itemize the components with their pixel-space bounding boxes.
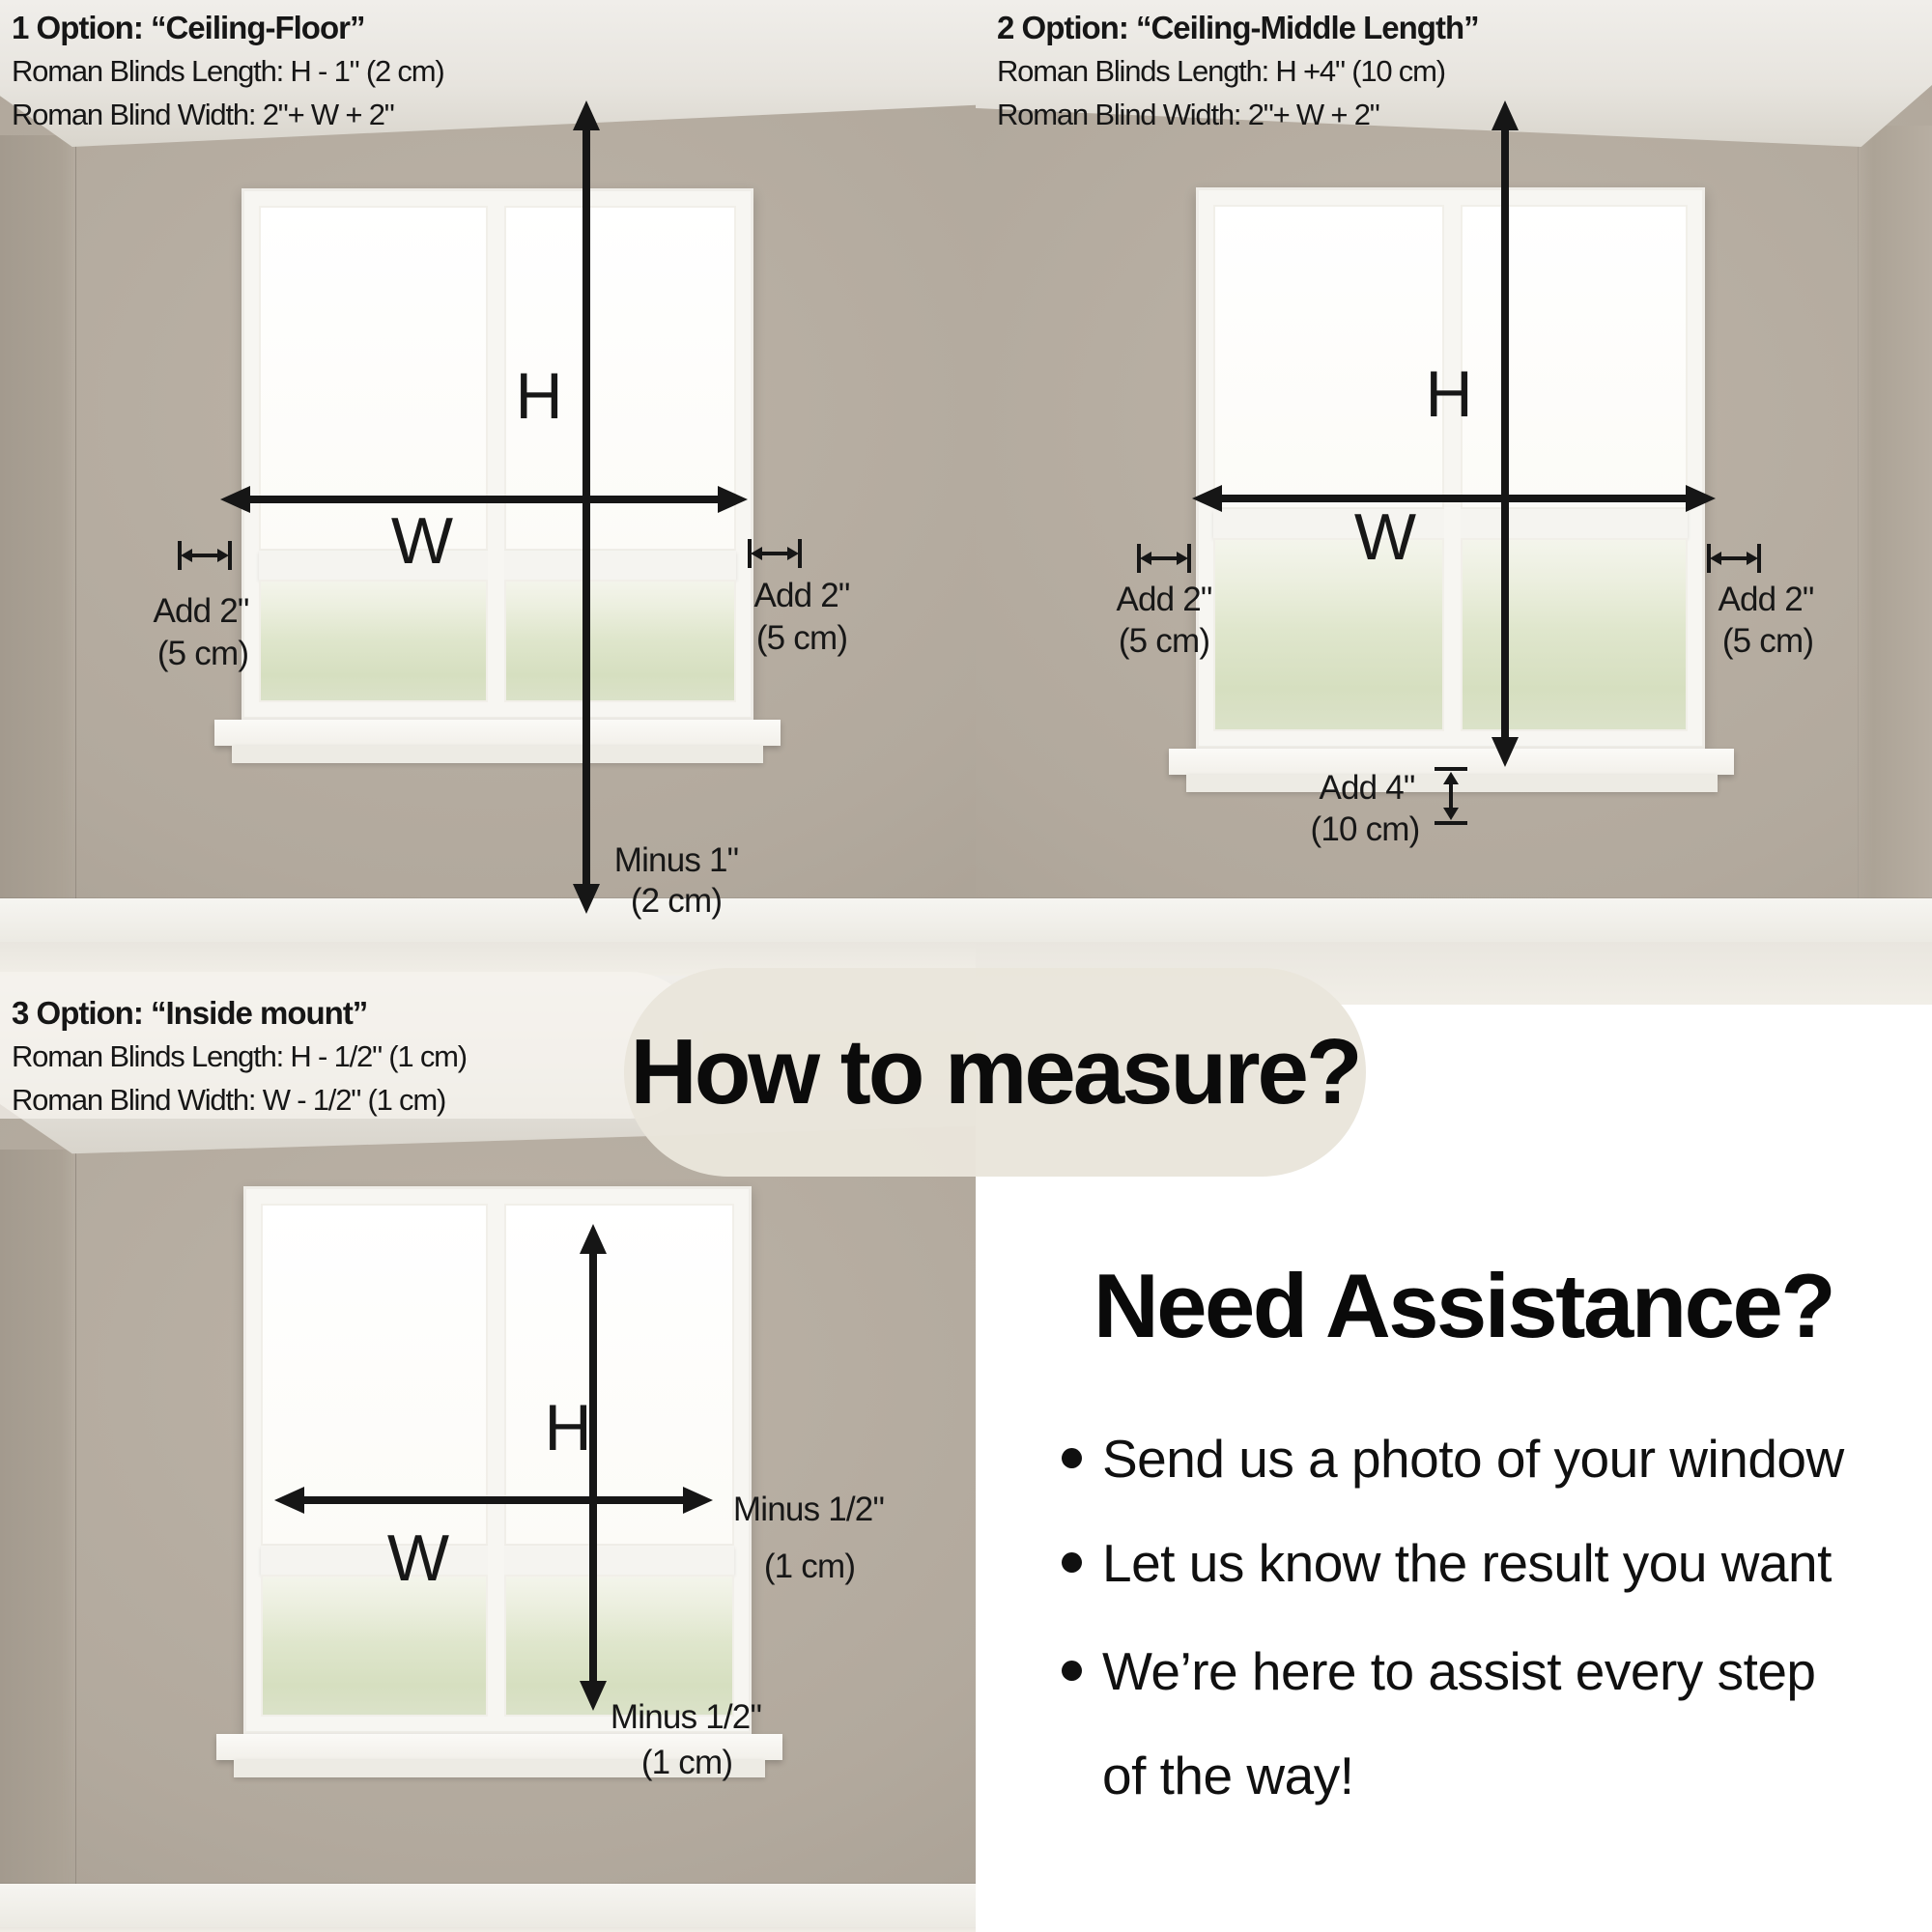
list-item-continuation	[1102, 1747, 1353, 1804]
bullet1-text: Send us a photo of your window	[1102, 1429, 1844, 1489]
right-note-metric: (1 cm)	[763, 1548, 856, 1585]
window-sill	[214, 720, 781, 746]
window-apron	[1186, 775, 1718, 792]
window-panes	[1213, 205, 1688, 731]
height-label: H	[515, 359, 563, 433]
baseboard	[0, 1884, 976, 1927]
option3-heading: 3 Option: “Inside mount”	[12, 995, 368, 1031]
wall-corner	[0, 1150, 76, 1932]
bottom-note-label: Minus 1"	[613, 841, 739, 879]
left-add-label: Add 2"	[153, 592, 249, 630]
option1-diagram	[0, 0, 976, 976]
left-add-metric: (5 cm)	[156, 635, 249, 672]
option3-length-formula: Roman Blinds Length: H - 1/2" (1 cm)	[12, 1039, 467, 1073]
window-sill	[1169, 749, 1734, 775]
right-add-label: Add 2"	[1718, 581, 1814, 618]
wall-corner	[0, 135, 76, 976]
window-apron	[232, 746, 763, 763]
bullet3-text: We’re here to assist every step	[1102, 1641, 1816, 1701]
right-add-metric: (5 cm)	[1721, 622, 1814, 660]
bullet-icon	[1062, 1661, 1082, 1681]
right-add-label: Add 2"	[753, 577, 850, 614]
option1-length-formula: Roman Blinds Length: H - 1" (2 cm)	[12, 54, 444, 88]
right-note-label: Minus 1/2"	[732, 1491, 885, 1528]
bottom-note-metric: (10 cm)	[1310, 810, 1420, 848]
right-add-metric: (5 cm)	[755, 619, 848, 657]
bottom-note-label: Minus 1/2"	[610, 1698, 762, 1736]
window	[243, 1186, 752, 1734]
bottom-note-metric: (2 cm)	[630, 882, 723, 920]
width-label: W	[386, 1521, 450, 1595]
list-item	[1102, 1430, 1844, 1488]
bullet2-text: Let us know the result you want	[1102, 1533, 1832, 1593]
list-item	[1102, 1642, 1816, 1700]
floor	[0, 1927, 976, 1932]
left-add-label: Add 2"	[1116, 581, 1212, 618]
title-pill	[624, 968, 1366, 1177]
option3-width-formula: Roman Blind Width: W - 1/2" (1 cm)	[12, 1083, 446, 1117]
baseboard	[0, 898, 976, 942]
bullet-icon	[1062, 1448, 1082, 1468]
left-add-metric: (5 cm)	[1118, 622, 1210, 660]
width-label: W	[390, 504, 454, 578]
wall-corner	[1858, 126, 1932, 1005]
window-panes	[261, 1204, 734, 1717]
baseboard	[976, 898, 1932, 942]
page-title: How to measure?	[630, 1020, 1360, 1123]
width-label: W	[1353, 500, 1417, 574]
bullet-icon	[1062, 1552, 1082, 1573]
window	[242, 188, 753, 720]
bottom-note-metric: (1 cm)	[640, 1744, 733, 1781]
bullet3-cont-text: of the way!	[1102, 1746, 1354, 1805]
option2-caption	[997, 6, 1479, 136]
option2-length-formula: Roman Blinds Length: H +4" (10 cm)	[997, 54, 1445, 88]
assistance-heading: Need Assistance?	[1093, 1255, 1834, 1356]
option2-heading: 2 Option: “Ceiling-Middle Length”	[997, 10, 1479, 45]
height-label: H	[544, 1391, 592, 1464]
window-panes	[259, 206, 736, 702]
option1-heading: 1 Option: “Ceiling-Floor”	[12, 10, 365, 45]
option3-caption	[12, 991, 467, 1122]
option1-caption	[12, 6, 443, 136]
window	[1196, 187, 1705, 749]
list-item	[1102, 1534, 1832, 1592]
option2-width-formula: Roman Blind Width: 2"+ W + 2"	[997, 98, 1379, 131]
height-label: H	[1425, 357, 1473, 431]
bottom-note-label: Add 4"	[1319, 769, 1415, 807]
option1-width-formula: Roman Blind Width: 2"+ W + 2"	[12, 98, 394, 131]
option2-diagram	[976, 0, 1932, 1005]
